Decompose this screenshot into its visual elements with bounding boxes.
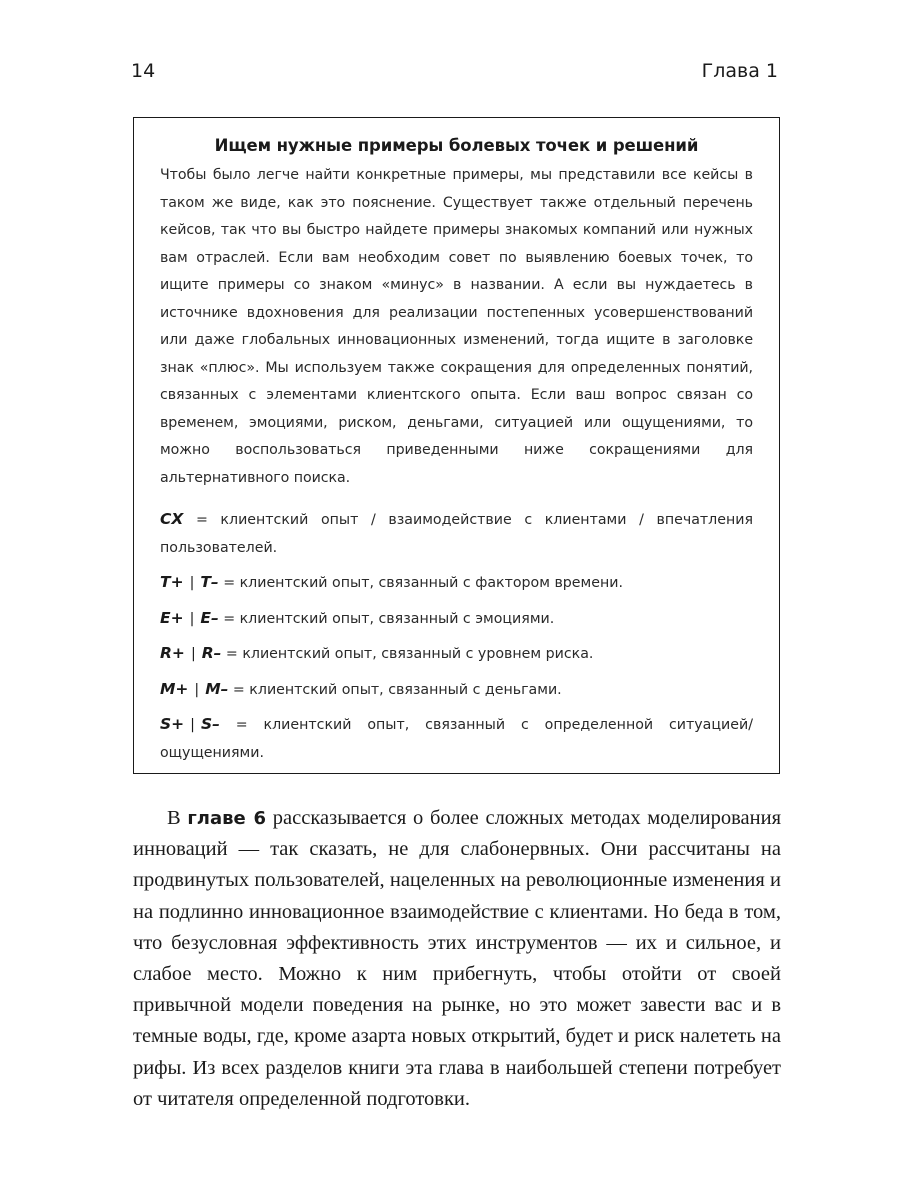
legend-code-minus: M– (205, 679, 229, 698)
abbreviation-legend (160, 506, 753, 767)
body-text: рассказывается о более сложных методах моделирования инноваций — так сказать, не для слабонервных. Они рассчитаны на продвинутых пользователей, нацеленных на революционные изменения и на подлинно инновационное взаимодействие с клиентами. Но беда в том, что безусловная эффективность этих инструментов — их и сильное, и слабое место. Можно к ним прибегнуть, чтобы отойти от своей привычной модели поведения на рынке, но это может завести вас и в темные воды, где, кроме азарта новых открытий, будет и риск налететь на рифы. Из всех разделов книги эта глава в наибольшей степени потребует от читателя определенной подготовки. (133, 807, 782, 1110)
legend-code-minus: S– (200, 715, 220, 733)
legend-code-minus: E– (200, 608, 219, 627)
legend-item-situation (160, 711, 753, 767)
info-box-title: Ищем нужные примеры болевых точек и решений (214, 136, 699, 155)
legend-code-minus: T– (200, 573, 219, 591)
body-lead-word: В (167, 807, 181, 829)
legend-definition: = клиентский опыт / взаимодействие с клиентами / впечатления пользователей. (160, 512, 753, 556)
legend-item-risk (160, 640, 753, 669)
legend-separator: | (189, 610, 195, 627)
body-paragraph (133, 803, 781, 1115)
legend-item-time (160, 569, 753, 598)
legend-definition: = клиентский опыт, связанный с уровнем риска. (225, 646, 594, 662)
legend-item-money (160, 676, 753, 705)
legend-definition: = клиентский опыт, связанный с деньгами. (232, 681, 562, 698)
chapter-reference: главе 6 (187, 808, 267, 829)
legend-definition: = клиентский опыт, связанный с фактором времени. (223, 575, 623, 591)
legend-item-emotion (160, 605, 753, 634)
legend-code: CX (160, 510, 184, 528)
legend-definition: = клиентский опыт, связанный с эмоциями. (223, 610, 555, 627)
legend-code-plus: E+ (160, 608, 184, 627)
legend-code-plus: T+ (160, 573, 184, 591)
legend-code-plus: S+ (160, 715, 185, 733)
legend-separator: | (190, 646, 196, 662)
running-head-chapter: Глава 1 (701, 60, 778, 82)
legend-code-minus: R– (201, 644, 222, 662)
legend-separator: | (189, 575, 195, 591)
legend-separator: | (194, 681, 200, 698)
info-box (133, 117, 780, 774)
legend-code-plus: M+ (160, 679, 189, 698)
legend-separator: | (190, 717, 195, 733)
legend-item-cx (160, 506, 753, 562)
page-number: 14 (131, 60, 156, 82)
legend-definition: = клиентский опыт, связанный с определенной ситуацией/ощущениями. (160, 717, 753, 761)
legend-code-plus: R+ (160, 644, 185, 662)
info-box-paragraph: Чтобы было легче найти конкретные примеры, мы представили все кейсы в таком же виде, как это пояснение. Существует также отдельный перечень кейсов, так что вы быстро найдете примеры знакомых компаний или нужных вам отраслей. Если вам необходим совет по выявлению боевых точек, то ищите примеры со знаком «минус» в названии. А если вы нуждаетесь в источнике вдохновения для реализации постепенных усовершенствований или даже глобальных инновационных изменений, тогда ищите в заголовке знак «плюс». Мы используем также сокращения для определенных понятий, связанных с элементами клиентского опыта. Если ваш вопрос связан со временем, эмоциями, риском, деньгами, ситуацией или ощущениями, то можно воспользоваться приведенными ниже сокращениями для альтернативного поиска. (160, 167, 753, 486)
